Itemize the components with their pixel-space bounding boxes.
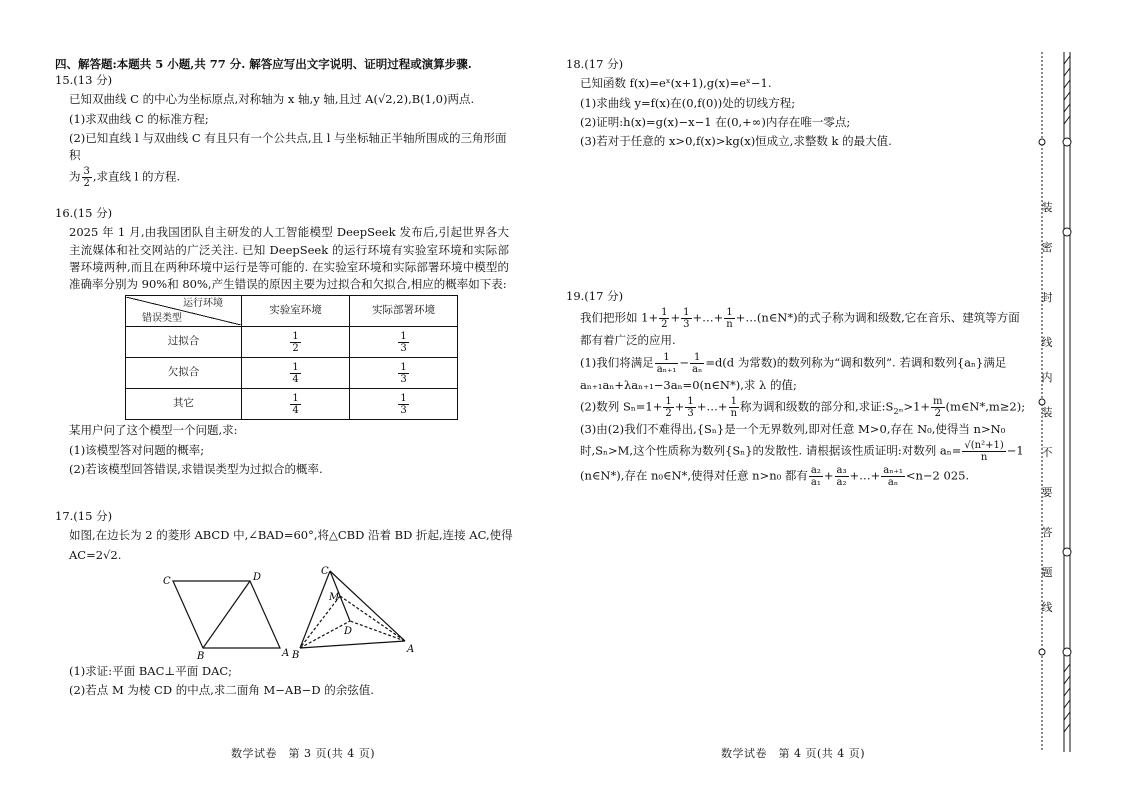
q17-stem: 如图,在边长为 2 的菱形 ABCD 中,∠BAD=60°,将△CBD 沿着 BD 折起,连接 AC,使得 [69,528,513,543]
q16-stem: 2025 年 1 月,由我国团队自主研发的人工智能模型 DeepSeek 发布后,引起世界各大主流媒体和社交网站的广泛关注. 已知 DeepSeek 的运行环境有实验室环境和实际部署环境两种,而且在两种环境中运行是等可能的. 在实验室环境和实际部署环境中模型的准确率分别为 90%和 80%,产生错误的原因主要为过拟合和欠拟合,相应的概率如下表: [69,225,509,291]
binding-label: 题 [1041,566,1053,579]
q19-part3-end: (n∈N*),存在 n₀∈N*,使得对任意 n>n₀ 都有 $\frac{\text{a₂}}{\text{a₁}}$ + $\frac{\text{a₃}}{\text{a₂}}$ +…+ $\frac{\text{aₙ₊₁}}{\text{aₙ}}$ <n−2 025. [580,465,970,488]
q16-part1: (1)该模型答对问题的概率; [69,442,205,457]
binding-label: 线 [1041,601,1053,614]
left-page [55,0,515,800]
right-page [566,0,1032,800]
q19-part3: (3)由(2)我们不难得出,{Sₙ}是一个无界数列,即对任意 M>0,存在 N₀,使得当 n>N₀ [580,421,1006,436]
label-d: D [253,571,262,583]
binding-label: 内 [1041,371,1053,384]
q19-header: 19.(17 分) [566,289,624,303]
label-c2: C [321,565,329,577]
q17-header: 17.(15 分) [55,509,113,523]
binding-label: 要 [1041,486,1053,499]
q15-part2: (2)已知直线 l 与双曲线 C 有且只有一个公共点,且 l 与坐标轴正半轴所围成的三角形面积 [69,130,507,162]
footer-left: 数学试卷 第 3 页(共 4 页) [231,747,376,760]
q19-part3-cont: 时,Sₙ>M,这个性质称为数列{Sₙ}的发散性. 请根据该性质证明:对数列 aₙ= $\frac{\text{√(n²+1)}}{n}$ −1 [580,440,1024,463]
q15-part1: (1)求双曲线 C 的标准方程; [69,111,209,126]
q16-header: 16.(15 分) [55,206,113,220]
label-b2: B [292,649,300,661]
binding-margin [1036,52,1078,752]
q19-part1-cont: aₙ₊₁aₙ+λaₙ₊₁−3aₙ=0(n∈N*),求 λ 的值; [580,377,797,392]
q18-header: 18.(17 分) [566,57,624,71]
label-c: C [163,575,171,587]
table-row: 其它 $\frac{1}{4}$ $\frac{1}{3}$ [126,389,458,420]
question-15 [55,72,515,191]
question-17 [55,508,515,701]
table-row: 过拟合 $\frac{1}{2}$ $\frac{1}{3}$ [126,327,458,358]
footer-right: 数学试卷 第 4 页(共 4 页) [721,747,866,760]
q17-part2: (2)若点 M 为棱 CD 的中点,求二面角 M−AB−D 的余弦值. [69,683,374,697]
q19-part2: (2)数列 Sₙ=1+ $\frac{1}{2}$ + $\frac{1}{3}$ +…+ $\frac{1}{n}$ 称为调和级数的部分和,求证$:S_{2ᵐ}>1+$ $\frac{m}{2}$ (m∈N*,m≥2); [580,395,1026,419]
q19-part1: (1)我们将满足 $\frac{1}{\text{aₙ₊₁}}$ − $\frac{1}{\text{aₙ}}$ =d(d 为常数)的数列称为“调和数列”. 若调和数列{aₙ}满足 [580,351,1007,375]
binding-label: 不 [1041,446,1053,459]
binding-label: 线 [1041,336,1053,349]
table-corner: 运行环境 错误类型 [126,296,242,327]
section-title: 四、解答题:本题共 5 小题,共 77 分. 解答应写出文字说明、证明过程或演算步骤. [55,57,472,71]
binding-label: 装 [1041,406,1053,419]
q17-stem-cont: AC=2√2. [69,547,122,562]
col-header: 实际部署环境 [350,296,458,327]
binding-label: 封 [1041,291,1053,304]
q16-part2: (2)若该模型回答错误,求错误类型为过拟合的概率. [69,461,323,476]
table-row: 欠拟合 $\frac{1}{4}$ $\frac{1}{3}$ [126,358,458,389]
label-a2: A [407,643,415,655]
col-header: 实验室环境 [242,296,350,327]
q17-part1: (1)求证:平面 BAC⊥平面 DAC; [69,663,233,678]
label-d2: D [344,625,353,637]
q18-part1: (1)求曲线 y=f(x)在(0,f(0))处的切线方程; [580,95,796,110]
q16-after: 某用户问了这个模型一个问题,求: [69,423,238,438]
q18-part2: (2)证明:h(x)=g(x)−x−1 在(0,+∞)内存在唯一零点; [580,114,851,129]
question-19 [566,288,1032,490]
binding-label: 答 [1041,526,1053,539]
q15-header: 15.(13 分) [55,73,113,87]
q19-intro: 我们把形如 1+ $\frac{1}{2}$ + $\frac{1}{3}$ +…+ $\frac{1}{n}$ +…(n∈N*)的式子称为调和级数,它在音乐、建筑等方面 [580,307,1020,331]
binding-label: 装 [1041,201,1053,214]
q15-stem: 已知双曲线 C 的中心为坐标原点,对称轴为 x 轴,y 轴,且过 A(√2,2),B(1,0)两点. [69,92,475,107]
question-16 [55,205,515,480]
binding-label: 密 [1041,241,1053,254]
question-18 [566,56,1032,152]
probability-table [125,295,458,420]
q19-intro-cont: 都有着广泛的应用. [580,333,676,348]
q18-stem: 已知函数 f(x)=eˣ(x+1),g(x)=eˣ−1. [580,76,772,91]
label-m: M [329,591,340,603]
q15-part2-cont: 为 $\frac{3}{2}$ ,求直线 l 的方程. [69,166,181,190]
q18-part3: (3)若对于任意的 x>0,f(x)>kg(x)恒成立,求整数 k 的最大值. [580,134,892,148]
rhombus-figure [155,566,595,661]
label-a: A [282,647,290,659]
label-b: B [197,650,205,661]
fraction: $\frac{3}{2}$ [83,166,90,190]
